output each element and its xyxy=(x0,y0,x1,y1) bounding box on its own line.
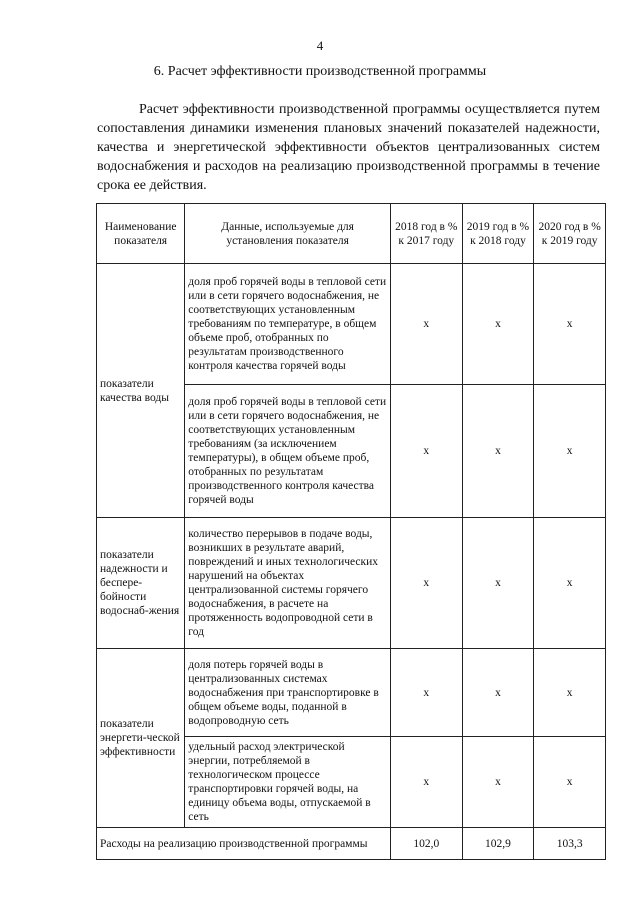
value-2018: x xyxy=(390,518,462,649)
table-row xyxy=(97,518,606,649)
expenses-row xyxy=(97,828,606,860)
value-2018: x xyxy=(390,264,462,385)
intro-paragraph xyxy=(97,100,600,195)
row-description: доля потерь горячей воды в централизованных системах водоснабжения при транспортировке в общем объеме воды, поданной в водопроводную сеть xyxy=(185,649,391,737)
indicator-quality: показатели качества воды xyxy=(97,264,185,518)
value-2020: x xyxy=(534,737,606,828)
efficiency-table xyxy=(96,203,606,860)
row-description: удельный расход электрической энергии, потребляемой в технологическом процессе транспортировки горячей воды, на единицу объема воды, отпускаемой в сеть xyxy=(185,737,391,828)
value-2019: x xyxy=(462,737,534,828)
value-2020: x xyxy=(534,518,606,649)
value-2019: x xyxy=(462,518,534,649)
header-row xyxy=(97,204,606,264)
expenses-2020: 103,3 xyxy=(534,828,606,860)
indicator-energy: показатели энергети-ческой эффективности xyxy=(97,649,185,828)
row-description: доля проб горячей воды в тепловой сети или в сети горячего водоснабжения, не соответствующих установленным требованиям по температуре, в общем объеме проб, отобранных по результатам производственного контроля качества горячей воды xyxy=(185,264,391,385)
row-description: доля проб горячей воды в тепловой сети или в сети горячего водоснабжения, не соответствующих установленным требованиям (за исключением температуры), в общем объеме проб, отобранных по результатам производственного контроля качества горячей воды xyxy=(185,385,391,518)
value-2018: x xyxy=(390,385,462,518)
header-2018: 2018 год в % к 2017 году xyxy=(390,204,462,264)
value-2019: x xyxy=(462,385,534,518)
value-2019: x xyxy=(462,264,534,385)
expenses-label: Расходы на реализацию производственной программы xyxy=(97,828,391,860)
page-number: 4 xyxy=(316,38,324,53)
table-row xyxy=(97,264,606,385)
value-2019: x xyxy=(462,649,534,737)
value-2018: x xyxy=(390,649,462,737)
expenses-2018: 102,0 xyxy=(390,828,462,860)
value-2020: x xyxy=(534,649,606,737)
section-title: 6. Расчет эффективности производственной программы xyxy=(153,64,487,79)
table-row xyxy=(97,649,606,737)
intro-text: Расчет эффективности производственной программы осуществляется путем сопоставления динамики изменения плановых значений показателей надежности, качества и энергетической эффективности объектов централизованных систем водоснабжения и расходов на реализацию производственной программы в течение срока ее действия. xyxy=(97,102,600,193)
expenses-2019: 102,9 xyxy=(462,828,534,860)
value-2020: x xyxy=(534,385,606,518)
indicator-reliability: показатели надежности и беспере-бойности водоснаб-жения xyxy=(97,518,185,649)
value-2018: x xyxy=(390,737,462,828)
header-data: Данные, используемые для установления показателя xyxy=(185,204,391,264)
header-2019: 2019 год в % к 2018 году xyxy=(462,204,534,264)
row-description: количество перерывов в подаче воды, возникших в результате аварий, повреждений и иных технологических нарушений на объектах централизованной системы горячего водоснабжения, в расчете на протяженность водопроводной сети в год xyxy=(185,518,391,649)
value-2020: x xyxy=(534,264,606,385)
header-2020: 2020 год в % к 2019 году xyxy=(534,204,606,264)
header-name: Наименование показателя xyxy=(97,204,185,264)
